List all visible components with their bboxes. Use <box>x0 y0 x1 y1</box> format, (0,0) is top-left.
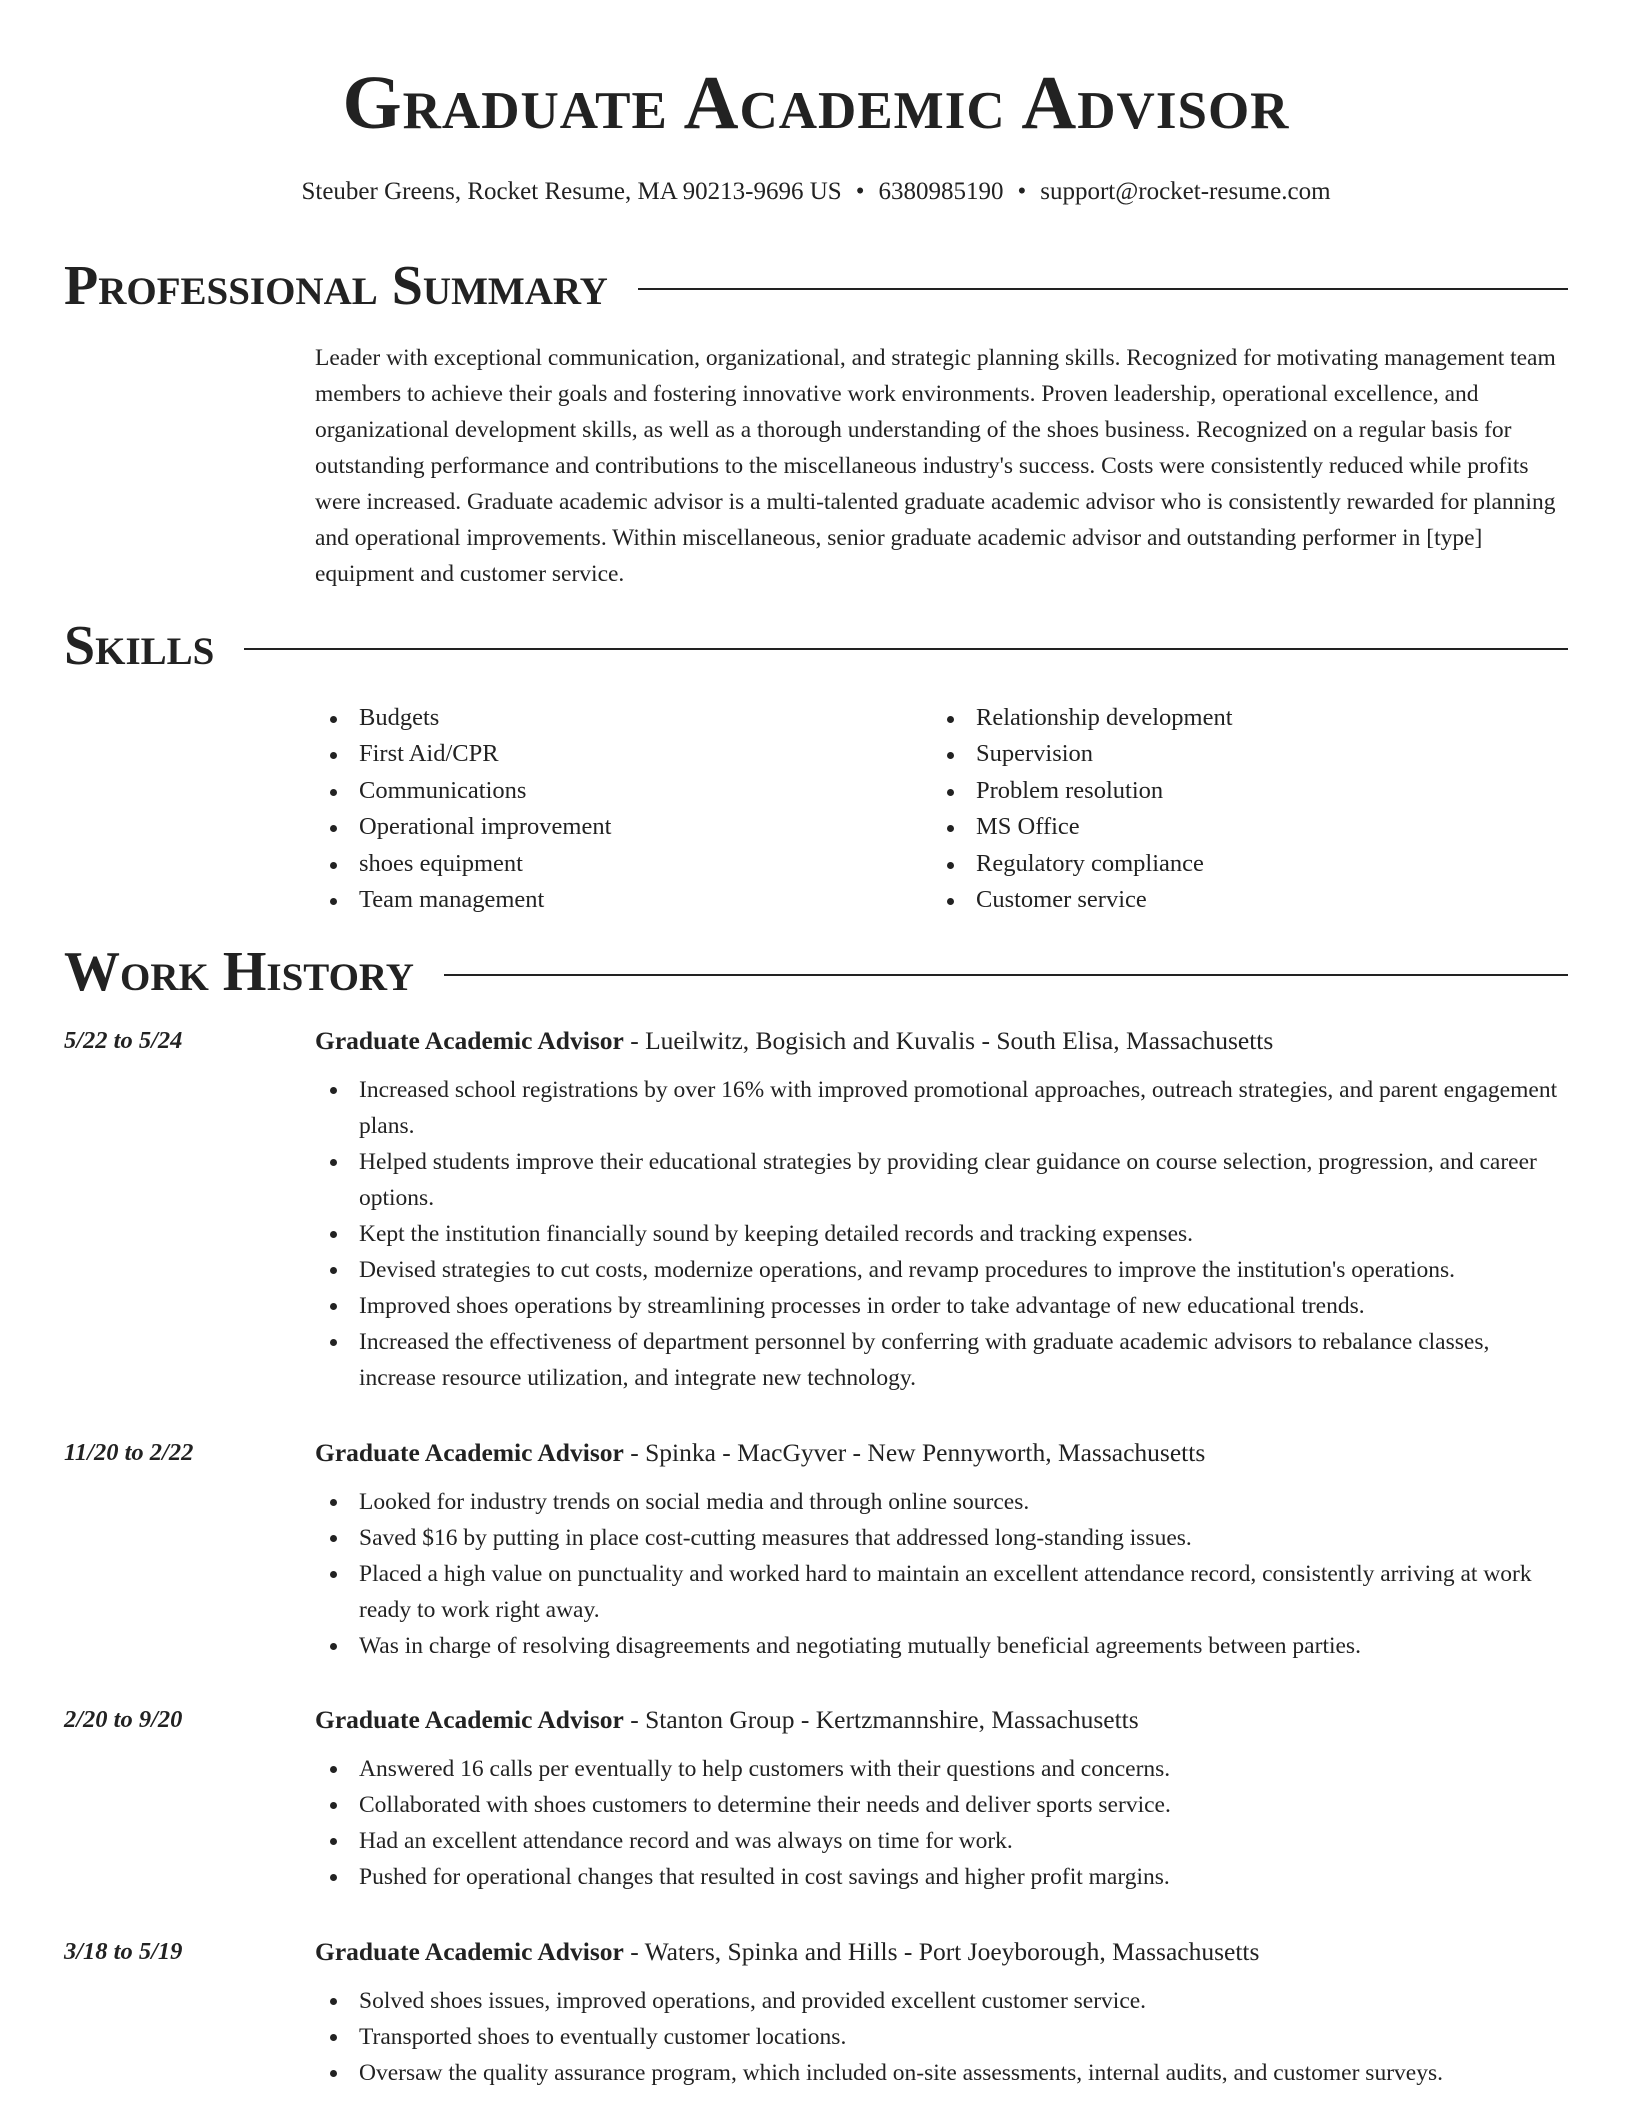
skill-item: Customer service <box>932 882 1549 918</box>
job-bullets <box>315 1072 1570 1396</box>
job-bullet: Pushed for operational changes that resulted in cost savings and higher profit margins. <box>315 1859 1570 1895</box>
section-divider <box>444 974 1568 976</box>
job-title: Graduate Academic Advisor <box>315 1705 624 1734</box>
job-bullet: Improved shoes operations by streamlining processes in order to take advantage of new educational trends. <box>315 1288 1570 1324</box>
skills-list <box>315 700 1570 918</box>
job-bullet: Oversaw the quality assurance program, which included on-site assessments, internal audits, and customer surveys. <box>315 2055 1570 2091</box>
job-dates: 3/18 to 5/19 <box>64 1938 183 1965</box>
section-divider <box>638 288 1568 290</box>
job-bullet: Looked for industry trends on social media and through online sources. <box>315 1484 1570 1520</box>
contact-address: Steuber Greens, Rocket Resume, MA 90213-9696 US <box>301 178 842 205</box>
skill-item: Budgets <box>315 700 932 736</box>
job-bullet: Solved shoes issues, improved operations, and provided excellent customer service. <box>315 1983 1570 2019</box>
skill-item: Regulatory compliance <box>932 846 1549 882</box>
job-header <box>315 1936 1570 1968</box>
contact-separator: • <box>855 178 865 205</box>
job-bullet: Answered 16 calls per eventually to help customers with their questions and concerns. <box>315 1751 1570 1787</box>
job-dates: 11/20 to 2/22 <box>64 1439 194 1466</box>
job-company-location: - Spinka - MacGyver - New Pennyworth, Massachusetts <box>623 1438 1206 1467</box>
job-title: Graduate Academic Advisor <box>315 1937 624 1966</box>
job-bullets <box>315 1983 1570 2091</box>
job-title: Graduate Academic Advisor <box>315 1026 624 1055</box>
skills-section-header <box>64 614 1568 678</box>
job-bullet: Kept the institution financially sound by keeping detailed records and tracking expenses. <box>315 1216 1570 1252</box>
skill-item: First Aid/CPR <box>315 736 932 772</box>
skill-item: Communications <box>315 773 932 809</box>
job-bullet: Placed a high value on punctuality and worked hard to maintain an excellent attendance record, consistently arriving at work ready to work right away. <box>315 1556 1570 1628</box>
job-bullet: Had an excellent attendance record and was always on time for work. <box>315 1823 1570 1859</box>
contact-separator: • <box>1017 178 1027 205</box>
skill-item: Relationship development <box>932 700 1549 736</box>
job-bullets <box>315 1751 1570 1895</box>
job-header <box>315 1704 1570 1736</box>
job-bullet: Increased the effectiveness of department personnel by conferring with graduate academic advisors to rebalance classes, increase resource utilization, and integrate new technology. <box>315 1324 1570 1396</box>
work-heading: Work History <box>64 941 414 1003</box>
skill-item: Supervision <box>932 736 1549 772</box>
skills-column-left <box>315 700 932 918</box>
job-bullets <box>315 1484 1570 1664</box>
skill-item: Operational improvement <box>315 809 932 845</box>
skills-column-right <box>932 700 1549 918</box>
summary-text: Leader with exceptional communication, organizational, and strategic planning skills. Recognized for motivating management team members to achieve their goals and fostering innovative work environments. Proven leadership, operational excellence, and organizational development skills, as well as a thorough understanding of the shoes business. Recognized on a regular basis for outstanding performance and contributions to the miscellaneous industry's success. Costs were consistently reduced while profits were increased. Graduate academic advisor is a multi-talented graduate academic advisor who is consistently rewarded for planning and operational improvements. Within miscellaneous, senior graduate academic advisor and outstanding performer in [type] equipment and customer service. <box>315 345 1556 587</box>
job-header <box>315 1437 1570 1469</box>
job-bullet: Saved $16 by putting in place cost-cutting measures that addressed long-standing issues. <box>315 1520 1570 1556</box>
job-dates: 5/22 to 5/24 <box>64 1027 183 1054</box>
job-bullet: Devised strategies to cut costs, modernize operations, and revamp procedures to improve the institution's operations. <box>315 1252 1570 1288</box>
skill-item: shoes equipment <box>315 846 932 882</box>
job-company-location: - Lueilwitz, Bogisich and Kuvalis - South Elisa, Massachusetts <box>623 1026 1274 1055</box>
skill-item: Problem resolution <box>932 773 1549 809</box>
job-header <box>315 1025 1570 1057</box>
contact-phone: 6380985190 <box>878 178 1004 205</box>
contact-email: support@rocket-resume.com <box>1040 178 1331 205</box>
job-bullet: Transported shoes to eventually customer locations. <box>315 2019 1570 2055</box>
job-company-location: - Stanton Group - Kertzmannshire, Massachusetts <box>623 1705 1139 1734</box>
job-bullet: Increased school registrations by over 16% with improved promotional approaches, outreach strategies, and parent engagement plans. <box>315 1072 1570 1144</box>
skill-item: MS Office <box>932 809 1549 845</box>
job-title: Graduate Academic Advisor <box>315 1438 624 1467</box>
summary-heading: Professional Summary <box>64 255 608 317</box>
contact-line <box>0 176 1632 208</box>
resume-title: Graduate Academic Advisor <box>342 61 1290 145</box>
job-dates: 2/20 to 9/20 <box>64 1706 183 1733</box>
work-section-header <box>64 940 1568 1004</box>
job-bullet: Collaborated with shoes customers to determine their needs and deliver sports service. <box>315 1787 1570 1823</box>
job-bullet: Helped students improve their educational strategies by providing clear guidance on course selection, progression, and career options. <box>315 1144 1570 1216</box>
skills-heading: Skills <box>64 615 215 677</box>
job-company-location: - Waters, Spinka and Hills - Port Joeyborough, Massachusetts <box>623 1937 1260 1966</box>
summary-section-header <box>64 254 1568 318</box>
job-bullet: Was in charge of resolving disagreements and negotiating mutually beneficial agreements between parties. <box>315 1628 1570 1664</box>
section-divider <box>244 648 1568 650</box>
skill-item: Team management <box>315 882 932 918</box>
